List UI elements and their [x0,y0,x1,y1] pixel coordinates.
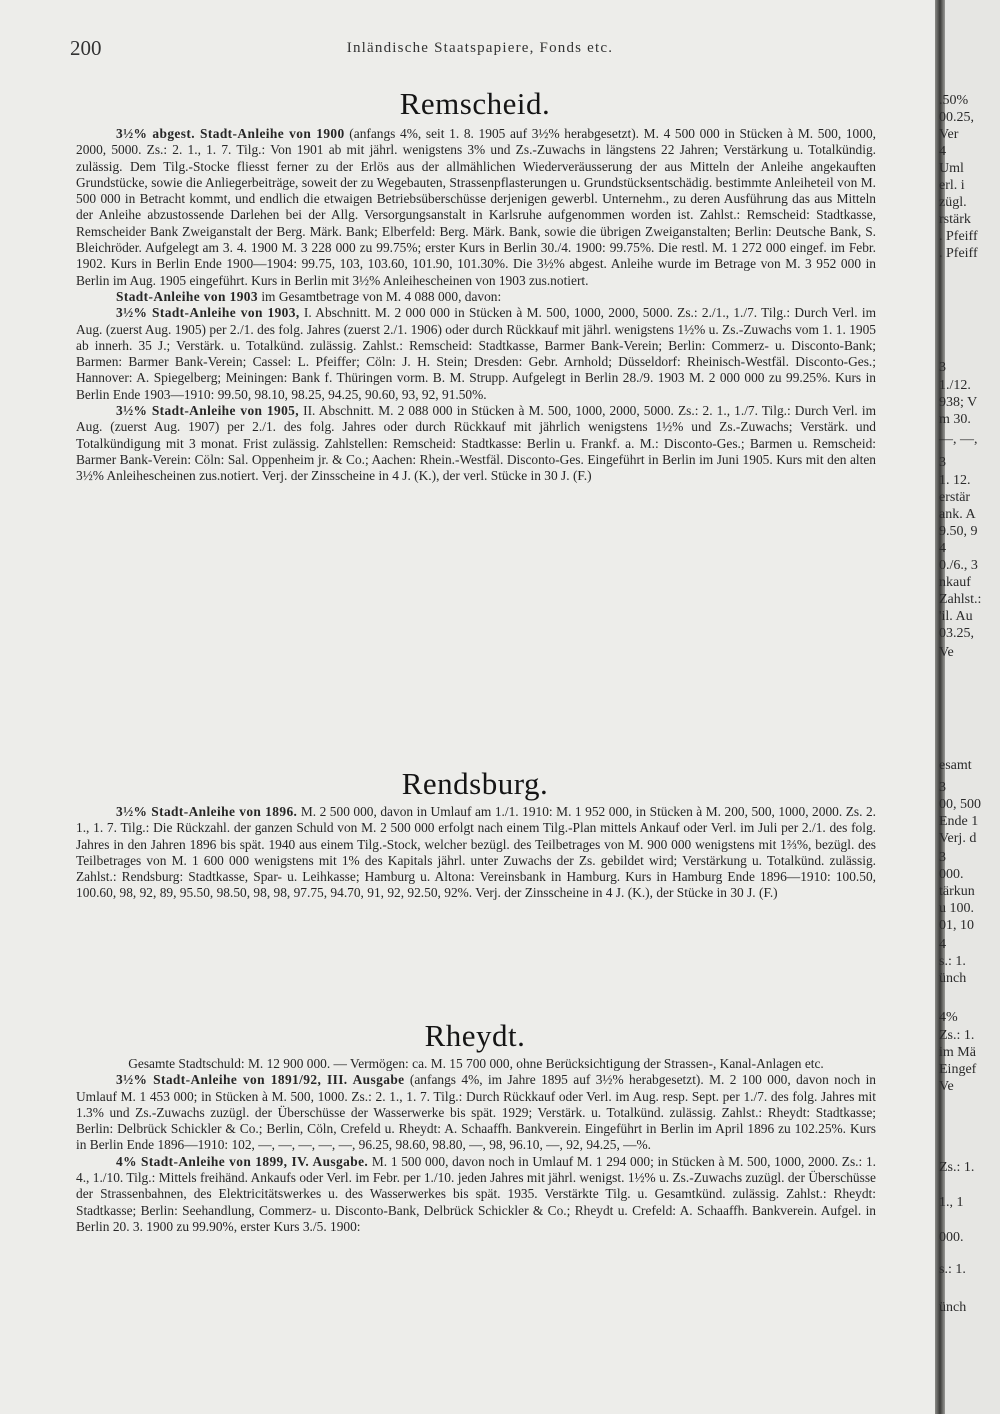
section-title-rendsburg: Rendsburg. [401,766,549,801]
section-title-rheydt: Rheydt. [424,1018,526,1053]
neighbor-fragment: 4 [939,937,946,952]
neighbor-fragment: 938; V [939,395,978,410]
entry-heading: 3½% abgest. Stadt-Anleihe von 1900 [116,126,345,141]
neighbor-fragment: Ve [939,1079,954,1094]
neighbor-fragment: ünch [939,971,967,986]
entry-paragraph [76,804,876,902]
entry-paragraph [76,126,876,289]
entry-body: M. 2 500 000, davon in Umlauf am 1./1. 1910: M. 1 952 000, in Stücken à M. 200, 500, 1000, 2000. Zs. 2. 1., 1. 7. Tilg.: Die Rückzahl. der ganzen Schuld von M. 2 500 000 erfolgt nach einem Tilg.-Plan mittels Ankauf oder Verl. im Juli per 2./1. des folg. Jahres in den Jahren 1896 bis spät. 1940 aus einem Tilg.-Stock, welcher bezügl. des Teilbetrages von M. 900 000 wenigstens mit 1⅔%, bezügl. des Teilbetrages von M. 1 600 000 wenigstens mit 1% des Kapitals jährl. unter Zuwachs der Zs. gebildet wird; Verstärkung u. Totalkünd. zulässig. Zahlst.: Rendsburg: Stadtkasse, Spar- u. Leihkasse; Hamburg u. Altona: Vereinsbank in Hamburg. Kurs in Hamburg Ende 1896—1910: 100.50, 100.60, 98, 92, 89, 95.50, 98.50, 98, 98, 97.75, 94.70, 91, 92, 92.50, 92%. Verj. der Zinsscheine in 4 J. (K.), der Stücke in 30 J. (F.) [76,804,876,901]
entry-heading: 3½% Stadt-Anleihe von 1896. [116,804,298,819]
neighbor-fragment: 000. [939,1230,964,1245]
entry-heading: 3½% Stadt-Anleihe von 1905, [116,403,300,419]
page-number: 200 [70,36,102,60]
section-title-remscheid: Remscheid. [399,86,551,121]
neighbor-fragment: nkauf [939,575,971,590]
entry-paragraph [76,305,876,403]
neighbor-fragment: m 30. [939,412,971,427]
running-title: Inländische Staatspapiere, Fonds etc. [346,40,614,56]
neighbor-fragment: 3 [939,780,946,795]
section-rendsburg [76,804,876,902]
entry-paragraph [76,1154,876,1235]
neighbor-fragment: im Mä [939,1045,976,1060]
neighbor-fragment: 3 [939,850,946,865]
entry-body: II. Abschnitt. M. 2 088 000 in Stücken à M. 500, 1000, 2000, 5000. Zs.: 2. 1., 1./7. Tilg.: Durch Verl. im Aug. (zuerst Aug. 1907) per 2./1. des folg. Jahres oder durch Rückkauf mit jährlich wenigstens 1½% und Zs.-Zuwachs; Verstärk. und Totalkündigung mit 3 monat. Frist zulässig. Zahlstellen: Remscheid: Stadtkasse: Berlin u. Frankf. a. M.: Disconto-Ges.; Barmen u. Remscheid: Barmer Bank-Verein: Cöln: Sal. Oppenheim jr. & Co.; Aachen: Rhein.-Westfäl. Disconto-Ges. Eingeführt in Berlin im Juni 1905. Kurs mit den alten 3½% Anleihescheinen zus.notiert. Verj. der Zinsscheine in 4 J. (K.), der verl. Stücke in 30 J. (F.) [76,403,876,484]
entry-heading: 3½% Stadt-Anleihe von 1891/92, III. Ausgabe [116,1072,405,1088]
neighbor-fragment: erl. i [939,178,965,193]
entry-paragraph [76,403,876,484]
neighbor-fragment: .50% [939,93,969,108]
neighbor-fragment: 1./12. [939,378,971,393]
neighbor-fragment: erstär [939,490,971,505]
neighbor-fragment: ünch [939,1300,967,1315]
neighbor-fragment: Uml [939,161,964,176]
neighbor-fragment: 01, 10 [939,918,974,933]
entry-paragraph [76,1072,876,1153]
neighbor-fragment: tärkun [939,884,975,899]
neighbor-fragment: Zs.: 1. [939,1028,975,1043]
page-header [70,36,890,60]
neighbor-fragment: zügl. [939,195,967,210]
neighbor-fragment: Zahlst.: [939,592,982,607]
neighbor-fragment: 4% [939,1010,958,1025]
neighbor-fragment: Eingef [939,1062,977,1077]
neighbor-fragment: . Pfeiff [939,246,978,261]
entry-body: (anfangs 4%, im Jahre 1895 auf 3½% herabgesetzt). M. 2 100 000, davon noch in Umlauf M. 1 453 000; in Stücken à M. 500, 1000. Zs.: 2. 1., 1. 7. Tilg.: Durch Rückkauf oder Verl. im Aug. resp. Sept. per 1./7. des folg. Jahres mit 1.3% und Zs.-Zuwachs zuzügl. der Überschüsse der Wasserwerke bis spät. 1929; Verstärk. u. Totalkünd. zulässig. Zahlst.: Rheydt: Stadtkasse; Berlin: Delbrück Schickler & Co.; Berlin, Cöln, Crefeld u. Rheydt: A. Schaaffh. Bankverein. Eingeführt in Berlin im April 1896 zu 102.25%. Kurs in Berlin Ende 1896—1910: 102, —, —, —, —, —, 96.25, 98.60, 98.80, —, 98, 96.10, —, 92, 94.25, —%. [76,1072,876,1153]
neighbor-fragment: 9.50, 9 [939,524,978,539]
neighbor-fragment: 00.25, [939,110,974,125]
neighbor-fragment: Ende 1 [939,814,979,829]
neighbor-fragment: u 100. [939,901,974,916]
entry-heading: 4% Stadt-Anleihe von 1899, IV. Ausgabe. [116,1153,369,1169]
neighbor-fragment: 'il. Au [939,609,973,624]
neighbor-fragment: rstärk [939,212,971,227]
neighbor-fragment: s.: 1. [939,1262,966,1277]
neighbor-fragment: s.: 1. [939,954,966,969]
neighbor-fragment: 03.25, [939,626,974,641]
neighbor-page-edge [939,0,1000,1414]
section-remscheid [76,126,876,485]
neighbor-fragment: ank. A [939,507,976,522]
neighbor-fragment: 1., 1 [939,1195,964,1210]
neighbor-fragment: 4 [939,144,946,159]
city-debt-summary: Gesamte Stadtschuld: M. 12 900 000. — Vermögen: ca. M. 15 700 000, ohne Berücksichtigung der Strassen-, Kanal-Anlagen etc. [128,1056,824,1071]
entry-heading: 3½% Stadt-Anleihe von 1903, [116,305,300,321]
neighbor-fragment: 00, 500 [939,797,981,812]
entry-body: M. 1 500 000, davon noch in Umlauf M. 1 294 000; in Stücken à M. 500, 1000, 2000. Zs.: 1. 4., 1./10. Tilg.: Mittels freihänd. Ankaufs oder Verl. im Febr. per 1./10. jeden Jahres mit jährl. wenigst. 1½% u. Zs.-Zuwachs zuzügl. der Überschüsse der Strassenbahnen, des Elektricitätswerkes u. des Wasserwerkes bis spät. 1935. Verstärkte Tilg. u. Gesamtkünd. zulässig. Zahlst.: Rheydt: Stadtkasse; Berlin: Seehandlung, Commerz- u. Disconto-Bank, Delbrück Schickler & Co.; Rheydt u. Crefeld: A. Schaaffh. Bankverein. Aufgel. in Berlin 20. 3. 1900 zu 99.90%, erster Kurs 3./5. 1900: [76,1153,876,1234]
neighbor-fragment: 1. 12. [939,473,971,488]
neighbor-fragment: . Pfeiff [939,229,978,244]
neighbor-fragment: 3 [939,360,946,375]
neighbor-fragment: 3 [939,455,946,470]
neighbor-fragment: 4 [939,541,946,556]
neighbor-fragment: Ve [939,645,954,660]
entry-body: im Gesamtbetrage von M. 4 088 000, davon: [257,288,502,304]
entry-body: (anfangs 4%, seit 1. 8. 1905 auf 3½% herabgesetzt). M. 4 500 000 in Stücken à M. 500, 1000, 2000, 5000. Zs.: 2. 1., 1. 7. Tilg.: Von 1901 ab mit jährl. wenigstens 3% und Zs.-Zuwachs in längstens 22 Jahren; Verstärkung u. Totalkündig. zulässig. Dem Tilg.-Stocke fliesst ferner zu der Erlös aus der allmählichen Wiederveräusserung der aus Mitteln der Anleihe angekauften Grundstücke, sowie die Anliegerbeiträge, soweit der zu Wegebauten, Strassenpflasterungen u. Grundstücksentschädig. bestimmte Anleiheteil von M. 500 000 in Betracht kommt, und endlich die etwaigen Betriebsüberschüsse derjenigen gewerbl. Unternehm., zu deren Ausführung das aus Mitteln der Anleihe abzustossende Darlehen bei der Allg. Versorgungsanstalt in Karlsruhe aufgenommen worden ist. Zahlst.: Remscheid: Stadtkasse, Remscheider Bank Zweiganstalt der Berg. Märk. Bank; Elberfeld: Berg. Märk. Bank, sowie die übrigen Zweiganstalten; Berlin: Deutsche Bank, S. Bleichröder. Aufgelegt am 3. 4. 1900 M. 3 228 000 zu 99.75%; erster Kurs in Berlin 30./4. 1900: 99.75%. Die restl. M. 1 272 000 eingef. im Febr. 1902. Kurs in Berlin Ende 1900—1904: 99.75, 103, 103.60, 101.90, 101.30%. Die 3½% abgest. Anleihe wurde im Betrage von M. 3 952 000 in Berlin im Aug. 1905 eingeführt. Kurs in Berlin mit 3½% Anleihescheinen von 1903 zus.notiert. [76,126,876,288]
entry-heading: Stadt-Anleihe von 1903 [116,288,258,304]
section-rheydt [76,1056,876,1235]
entry-paragraph [76,289,876,305]
neighbor-fragment: —, —, [939,432,978,447]
neighbor-fragment: Verj. d [939,831,977,846]
neighbor-fragment: esamt [939,758,972,773]
neighbor-fragment: Ver [939,127,959,142]
neighbor-fragment: Zs.: 1. [939,1160,975,1175]
entry-body: I. Abschnitt. M. 2 000 000 in Stücken à M. 500, 1000, 2000, 5000. Zs.: 2./1., 1./7. Tilg.: Durch Verl. im Aug. (zuerst Aug. 1905) per 2./1. des folg. Jahres (zuerst 2./1. 1906) oder durch Rückkauf mit jährl. wenigstens 1½% u. Zs.-Zuwachs vom 1. 1. 1905 ab innerh. 35 J.; Verstärk. u. Totalkünd. zulässig. Zahlst.: Remscheid: Stadtkasse, Barmer Bank-Verein; Berlin: Commerz- u. Disconto-Bank; Barmen: Barmer Bank-Verein; Cassel: L. Pfeiffer; Cöln: J. H. Stein; Dresden: Gebr. Arnhold; Düsseldorf: Rheinisch-Westfäl. Disconto-Ges.; Hannover: A. Spiegelberg; Meiningen: Bank f. Thüringen vorm. B. M. Strupp. Aufgelegt in Berlin 28./9. 1903 M. 2 000 000 zu 99.25%. Kurs in Berlin Ende 1903—1910: 99.50, 98.10, 98.25, 94.25, 90.60, 93, 92, 91.50%. [76,305,876,402]
neighbor-fragment: 000. [939,867,964,882]
neighbor-fragment: 0./6., 3 [939,558,978,573]
